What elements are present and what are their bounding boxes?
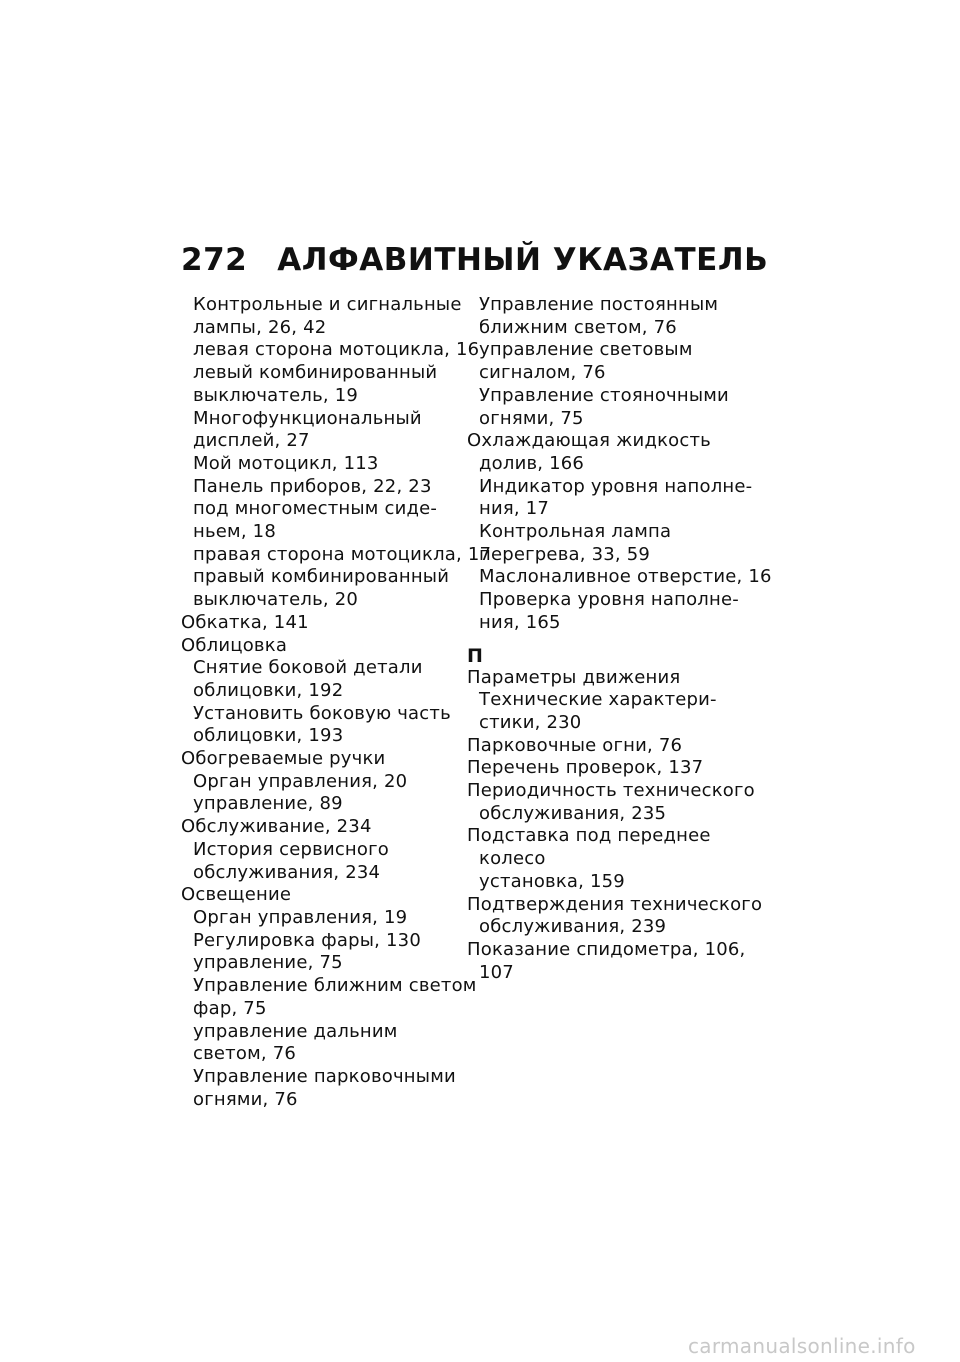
watermark: carmanualsonline.info bbox=[688, 1334, 916, 1358]
index-subentry: под многоместным сиде- bbox=[193, 498, 438, 520]
index-subentry: выключатель, 19 bbox=[193, 384, 359, 406]
index-subentry: обслуживания, 239 bbox=[479, 916, 667, 938]
index-entry: Перечень проверок, 137 bbox=[467, 757, 704, 779]
index-subentry: огнями, 75 bbox=[479, 407, 584, 429]
index-subentry: управление световым bbox=[479, 339, 693, 361]
index-column-right bbox=[467, 294, 772, 984]
index-subentry: Контрольные и сигнальные bbox=[193, 294, 462, 315]
index-subentry: перегрева, 33, 59 bbox=[479, 543, 651, 565]
index-subentry: Снятие боковой детали bbox=[193, 657, 423, 679]
index-subentry: Регулировка фары, 130 bbox=[193, 929, 421, 951]
index-subentry: Мой мотоцикл, 113 bbox=[193, 452, 379, 474]
index-subentry: ния, 165 bbox=[479, 611, 561, 633]
index-subentry: левый комбинированный bbox=[193, 362, 438, 384]
letter-heading: П bbox=[467, 644, 483, 667]
page-header bbox=[181, 240, 768, 280]
index-entry: Облицовка bbox=[181, 634, 288, 656]
index-subentry: Маслоналивное отверстие, 16 bbox=[479, 566, 772, 588]
index-subentry: выключатель, 20 bbox=[193, 589, 359, 611]
index-entry: Параметры движения bbox=[467, 666, 681, 688]
index-subentry: Многофункциональный bbox=[193, 407, 422, 429]
index-subentry: Управление парковочными bbox=[193, 1065, 456, 1087]
index-subentry: ближним светом, 76 bbox=[479, 316, 677, 338]
index-subentry: Проверка уровня наполне- bbox=[479, 589, 739, 611]
index-entry: Показание спидометра, 106, bbox=[467, 938, 746, 960]
index-subentry: ния, 17 bbox=[479, 498, 550, 520]
index-subentry: левая сторона мотоцикла, 16 bbox=[193, 339, 480, 361]
index-subentry: Панель приборов, 22, 23 bbox=[193, 475, 432, 497]
index-subentry: установка, 159 bbox=[479, 870, 625, 892]
index-entry: Обкатка, 141 bbox=[181, 611, 309, 633]
index-subentry: обслуживания, 234 bbox=[193, 861, 381, 883]
index-column-left bbox=[181, 294, 492, 1111]
index-subentry: светом, 76 bbox=[193, 1043, 297, 1065]
section-title: АЛФАВИТНЫЙ УКАЗАТЕЛЬ bbox=[277, 242, 769, 278]
index-subentry: Управление постоянным bbox=[479, 294, 719, 315]
index-subentry: стики, 230 bbox=[479, 711, 582, 733]
index-entry: Охлаждающая жидкость bbox=[467, 430, 711, 452]
index-subentry: фар, 75 bbox=[193, 997, 267, 1019]
index-subentry: огнями, 76 bbox=[193, 1088, 298, 1110]
index-subentry: управление, 89 bbox=[193, 793, 343, 815]
index-subentry: ньем, 18 bbox=[193, 521, 276, 543]
index-entry: Обогреваемые ручки bbox=[181, 748, 386, 770]
index-subentry: Управление стояночными bbox=[479, 384, 729, 406]
index-subentry: Технические характери- bbox=[479, 689, 717, 711]
index-subentry: Установить боковую часть bbox=[193, 702, 451, 724]
index-subentry: правый комбинированный bbox=[193, 566, 450, 588]
index-subentry: Контрольная лампа bbox=[479, 521, 672, 543]
index-subentry: управление, 75 bbox=[193, 952, 343, 974]
index-subentry: облицовки, 193 bbox=[193, 725, 344, 747]
page-number: 272 bbox=[181, 242, 248, 278]
index-subentry: История сервисного bbox=[193, 838, 389, 860]
index-entry: Обслуживание, 234 bbox=[181, 816, 372, 838]
index-entry: Подтверждения технического bbox=[467, 893, 763, 915]
index-entry: Подставка под переднее bbox=[467, 825, 711, 847]
index-subentry: Индикатор уровня наполне- bbox=[479, 475, 753, 497]
index-subentry: 107 bbox=[479, 961, 514, 983]
index-subentry: облицовки, 192 bbox=[193, 679, 344, 701]
index-subentry: сигналом, 76 bbox=[479, 362, 606, 384]
index-subentry: лампы, 26, 42 bbox=[193, 316, 327, 338]
index-subentry: Орган управления, 20 bbox=[193, 770, 408, 792]
index-subentry: управление дальним bbox=[193, 1020, 398, 1042]
index-entry: Периодичность технического bbox=[467, 780, 755, 802]
index-group-p bbox=[467, 666, 763, 985]
index-subentry: правая сторона мотоцикла, 17 bbox=[193, 543, 492, 565]
index-subentry: Орган управления, 19 bbox=[193, 906, 408, 928]
index-subentry: дисплей, 27 bbox=[193, 430, 310, 452]
index-subentry: долив, 166 bbox=[479, 452, 585, 474]
index-subentry: обслуживания, 235 bbox=[479, 802, 667, 824]
index-group-o bbox=[467, 294, 772, 635]
index-subentry: колесо bbox=[479, 848, 546, 870]
index-entry: Освещение bbox=[181, 884, 292, 906]
index-entry: Парковочные огни, 76 bbox=[467, 734, 683, 756]
index-subentry: Управление ближним светом bbox=[193, 975, 477, 997]
